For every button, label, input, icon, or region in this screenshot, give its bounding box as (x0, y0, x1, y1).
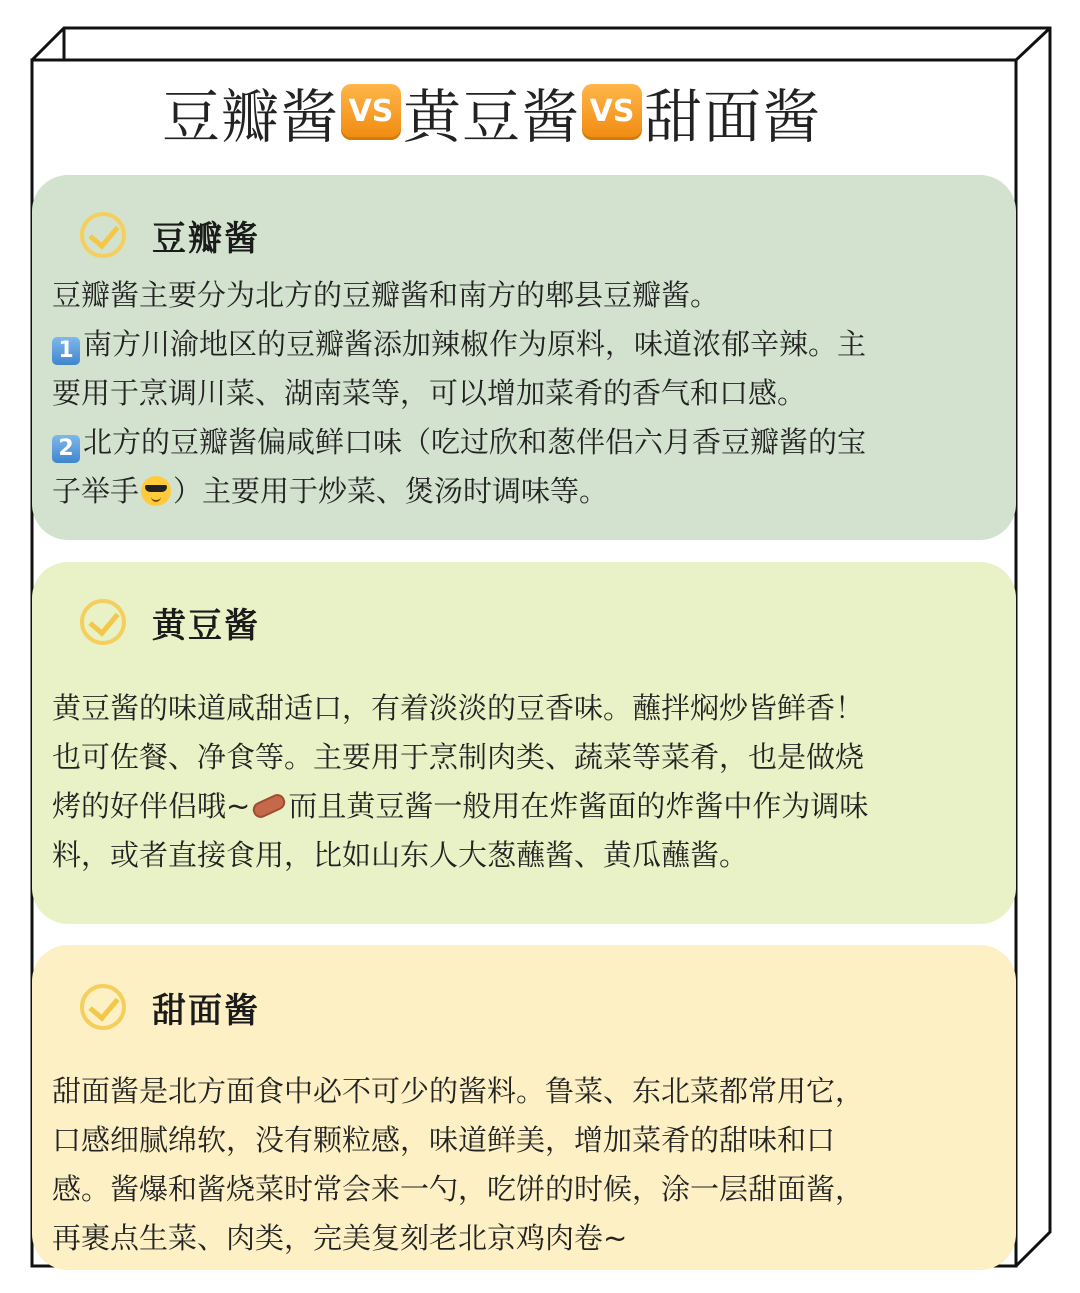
section-point-2: 2 北方的豆瓣酱偏咸鲜口味（吃过欣和葱伴侣六月香豆瓣酱的宝 (52, 418, 986, 467)
vs-badge-1: VS (341, 84, 401, 140)
section-doubanjiang (32, 175, 1016, 540)
section-line: 烤的好伴侣哦~ 而且黄豆酱一般用在炸酱面的炸酱中作为调味 (52, 789, 869, 823)
title-part-1: 豆瓣酱 (162, 83, 340, 151)
section-point-1-cont: 要用于烹调川菜、湖南菜等，可以增加菜肴的香气和口感。 (52, 376, 807, 410)
page-title (162, 72, 821, 152)
section-huangdoujiang (32, 562, 1016, 924)
section-body (52, 684, 986, 880)
section-line: 黄豆酱的味道咸甜适口，有着淡淡的豆香味。蘸拌焖炒皆鲜香！ (52, 691, 865, 725)
section-heading-label: 甜面酱 (152, 990, 260, 1031)
section-heading-label: 豆瓣酱 (152, 218, 260, 259)
section-heading-label: 黄豆酱 (152, 605, 260, 646)
section-line: 也可佐餐、净食等。主要用于烹制肉类、蔬菜等菜肴，也是做烧 (52, 740, 865, 774)
section-intro: 豆瓣酱主要分为北方的豆瓣酱和南方的郫县豆瓣酱。 (52, 278, 720, 312)
check-circle-icon (80, 599, 126, 645)
keycap-1-icon: 1 (52, 337, 80, 365)
title-part-2: 黄豆酱 (403, 83, 581, 151)
keycap-2-icon: 2 (52, 435, 80, 463)
page (32, 60, 1016, 1266)
check-circle-icon (80, 212, 126, 258)
section-point-2-cont: 子举手 ）主要用于炒菜、煲汤时调味等。 (52, 474, 609, 508)
section-tianmianjiang (32, 945, 1016, 1270)
title-part-3: 甜面酱 (644, 83, 822, 151)
section-heading (80, 594, 260, 650)
section-heading (80, 207, 260, 263)
vs-badge-2: VS (582, 84, 642, 140)
section-line: 甜面酱是北方面食中必不可少的酱料。鲁菜、东北菜都常用它， (52, 1074, 865, 1108)
section-heading (80, 979, 260, 1035)
check-circle-icon (80, 984, 126, 1030)
section-body (52, 271, 986, 516)
sunglasses-emoji-icon (141, 476, 171, 506)
section-line: 料，或者直接食用，比如山东人大葱蘸酱、黄瓜蘸酱。 (52, 838, 749, 872)
section-line: 感。酱爆和酱烧菜时常会来一勺，吃饼的时候，涂一层甜面酱， (52, 1172, 865, 1206)
peanut-emoji-icon (251, 792, 289, 821)
section-line: 口感细腻绵软，没有颗粒感，味道鲜美，增加菜肴的甜味和口 (52, 1123, 836, 1157)
section-body (52, 1067, 986, 1263)
section-point-1: 1 南方川渝地区的豆瓣酱添加辣椒作为原料，味道浓郁辛辣。主 (52, 320, 986, 369)
section-line: 再裹点生菜、肉类，完美复刻老北京鸡肉卷~ (52, 1221, 628, 1255)
